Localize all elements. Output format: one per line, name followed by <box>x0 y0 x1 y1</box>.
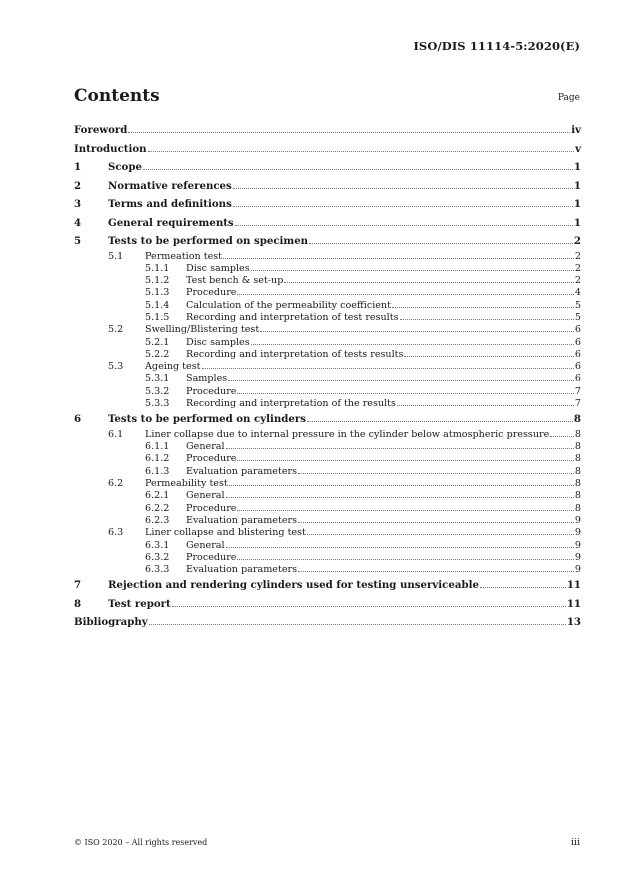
toc-entry[interactable] <box>74 613 581 632</box>
dot-leader <box>404 356 573 357</box>
toc-entry-title: Liner collapse due to internal pressure in the cylinder below atmospheric pressure <box>145 428 550 440</box>
toc-entry-number: 7 <box>74 579 82 592</box>
toc-entry[interactable] <box>74 195 581 214</box>
toc-entry-title: Recording and interpretation of test results <box>186 311 399 323</box>
toc-entry-title: Procedure <box>186 385 237 397</box>
toc-entry-title: General <box>186 539 225 551</box>
toc-entry-title: Ageing test <box>145 361 201 373</box>
dot-leader <box>298 522 574 523</box>
toc-entry[interactable] <box>74 478 581 490</box>
toc-entry[interactable] <box>74 540 581 552</box>
toc-entry-page: 8 <box>574 428 581 440</box>
toc-entry-page: 1 <box>573 179 581 192</box>
dot-leader <box>235 225 573 226</box>
toc-entry[interactable] <box>74 490 581 502</box>
dot-leader <box>237 559 573 560</box>
toc-entry[interactable] <box>74 263 581 275</box>
toc-entry-number: 5.1.4 <box>145 299 170 311</box>
toc-entry-page: 1 <box>573 198 581 210</box>
toc-entry-page: 8 <box>574 502 581 514</box>
toc-entry[interactable] <box>74 121 581 140</box>
toc-entry-title: Permeability test <box>145 478 228 490</box>
toc-entry-page: 8 <box>574 478 581 490</box>
toc-entry[interactable] <box>74 312 581 324</box>
toc-entry[interactable] <box>74 373 581 385</box>
toc-entry[interactable] <box>74 576 581 595</box>
toc-entry-page: 8 <box>574 453 581 465</box>
toc-entry-page: 9 <box>574 539 581 551</box>
page-number: iii <box>570 837 580 848</box>
dot-leader <box>251 270 574 271</box>
dot-leader <box>128 132 570 133</box>
dot-leader <box>226 448 574 449</box>
toc-entry[interactable] <box>74 251 581 263</box>
toc-entry-title: Recording and interpretation of the results <box>186 398 396 410</box>
toc-entry-number: 6.2.1 <box>145 490 170 502</box>
dot-leader <box>237 294 573 295</box>
toc-entry-number: 6.3.1 <box>145 539 170 551</box>
page-column-label: Page <box>557 93 580 103</box>
toc-entry-page: 11 <box>566 597 581 610</box>
toc-entry-number: 5.2 <box>108 324 124 336</box>
toc-entry-title: Evaluation parameters <box>186 564 298 576</box>
toc-entry[interactable] <box>74 515 581 527</box>
toc-entry-number: 5.3.3 <box>145 398 170 410</box>
toc-entry-number: 5.3 <box>108 361 124 373</box>
toc-entry-title: Liner collapse and blistering test <box>145 527 306 539</box>
toc-entry[interactable] <box>74 398 581 410</box>
toc-entry-page: 6 <box>574 361 581 373</box>
toc-entry[interactable] <box>74 349 581 361</box>
toc-entry-title: Introduction <box>74 142 147 155</box>
toc-entry-title: Evaluation parameters <box>186 514 298 526</box>
toc-entry-number: 5.1 <box>108 250 124 262</box>
toc-entry[interactable] <box>74 232 581 251</box>
toc-entry[interactable] <box>74 466 581 478</box>
copyright-notice: © ISO 2020 – All rights reserved <box>74 838 208 847</box>
dot-leader <box>233 206 573 207</box>
toc-entry-page: 5 <box>574 299 581 311</box>
toc-entry-number: 5.2.2 <box>145 348 170 360</box>
toc-entry-number: 2 <box>74 179 82 192</box>
toc-entry-page: 8 <box>574 465 581 477</box>
toc-entry-title: Calculation of the permeability coefficient <box>186 299 391 311</box>
toc-entry-page: 6 <box>574 336 581 348</box>
toc-entry[interactable] <box>74 595 581 614</box>
toc-entry-number: 4 <box>74 216 82 229</box>
toc-entry-number: 5.3.2 <box>145 385 170 397</box>
toc-entry-number: 6 <box>74 413 82 426</box>
toc-entry-title: Procedure <box>186 502 237 514</box>
toc-entry-title: Tests to be performed on cylinders <box>108 413 306 426</box>
dot-leader <box>172 606 566 607</box>
toc-entry-title: General <box>186 441 225 453</box>
dot-leader <box>284 282 574 283</box>
toc-entry-number: 6.3.2 <box>145 551 170 563</box>
toc-entry[interactable] <box>74 429 581 441</box>
toc-entry-page: 2 <box>573 235 581 247</box>
toc-entry-page: 2 <box>574 250 581 262</box>
toc-entry-page: 1 <box>573 216 581 229</box>
toc-entry[interactable] <box>74 503 581 515</box>
dot-leader <box>392 307 574 308</box>
toc-entry[interactable] <box>74 158 581 177</box>
toc-entry-title: Normative references <box>108 179 232 192</box>
toc-entry-title: Procedure <box>186 551 237 563</box>
toc-entry-number: 5.1.5 <box>145 311 170 323</box>
toc-entry[interactable] <box>74 386 581 398</box>
dot-leader <box>202 368 574 369</box>
toc-entry-page: 9 <box>574 551 581 563</box>
toc-entry[interactable] <box>74 361 581 373</box>
toc-entry-number: 6.1.3 <box>145 465 170 477</box>
toc-entry[interactable] <box>74 275 581 287</box>
toc-entry-title: Permeation test <box>145 250 223 262</box>
toc-entry-number: 6.1.1 <box>145 441 170 453</box>
dot-leader <box>251 344 574 345</box>
toc-entry-title: Evaluation parameters <box>186 465 298 477</box>
toc-entry-page: 8 <box>574 441 581 453</box>
toc-entry-title: Scope <box>108 161 142 173</box>
toc-entry-page: 9 <box>574 564 581 576</box>
toc-entry-number: 6.2 <box>108 478 124 490</box>
toc-entry-title: Tests to be performed on specimen <box>108 235 309 247</box>
toc-entry-page: v <box>575 142 581 155</box>
dot-leader <box>550 436 574 437</box>
toc-entry[interactable] <box>74 552 581 564</box>
toc-entry-page: 6 <box>574 348 581 360</box>
toc-entry-number: 1 <box>74 161 82 173</box>
table-of-contents <box>74 121 581 632</box>
toc-entry-number: 6.3.3 <box>145 564 170 576</box>
toc-entry-number: 5.2.1 <box>145 336 170 348</box>
toc-entry-number: 5.1.3 <box>145 287 170 299</box>
dot-leader <box>309 243 573 244</box>
toc-entry-title: Foreword <box>74 124 128 136</box>
dot-leader <box>237 510 573 511</box>
toc-entry-title: Bibliography <box>74 616 148 629</box>
toc-entry-title: Recording and interpretation of tests results <box>186 348 404 360</box>
dot-leader <box>223 258 574 259</box>
dot-leader <box>307 421 573 422</box>
toc-entry-number: 8 <box>74 597 82 610</box>
toc-entry-title: Disc samples <box>186 336 250 348</box>
toc-entry[interactable] <box>74 441 581 453</box>
toc-entry-page: 7 <box>574 398 581 410</box>
toc-entry[interactable] <box>74 214 581 233</box>
toc-entry-number: 3 <box>74 198 82 210</box>
toc-entry-number: 5.1.2 <box>145 275 170 287</box>
toc-entry-title: General <box>186 490 225 502</box>
dot-leader <box>148 151 575 152</box>
dot-leader <box>307 534 574 535</box>
toc-entry-page: iv <box>571 124 581 136</box>
toc-entry-title: Procedure <box>186 287 237 299</box>
toc-entry[interactable] <box>74 177 581 196</box>
toc-entry[interactable] <box>74 527 581 539</box>
dot-leader <box>143 169 573 170</box>
toc-entry-number: 6.1.2 <box>145 453 170 465</box>
dot-leader <box>298 571 574 572</box>
toc-entry-page: 11 <box>566 579 581 592</box>
dot-leader <box>298 473 574 474</box>
toc-entry[interactable] <box>74 410 581 429</box>
dot-leader <box>228 380 574 381</box>
toc-entry-page: 2 <box>574 275 581 287</box>
toc-entry-number: 6.2.2 <box>145 502 170 514</box>
toc-entry-title: Test report <box>108 597 171 610</box>
toc-entry-number: 5.3.1 <box>145 373 170 385</box>
toc-entry-page: 1 <box>573 161 581 173</box>
toc-entry-page: 13 <box>566 616 581 629</box>
toc-entry[interactable] <box>74 300 581 312</box>
toc-entry-number: 6.2.3 <box>145 514 170 526</box>
toc-entry-title: Disc samples <box>186 262 250 274</box>
toc-entry-page: 4 <box>574 287 581 299</box>
toc-entry-page: 2 <box>574 262 581 274</box>
toc-entry-page: 6 <box>574 373 581 385</box>
page-title: Contents <box>74 86 160 106</box>
toc-entry[interactable] <box>74 287 581 299</box>
toc-entry[interactable] <box>74 453 581 465</box>
dot-leader <box>400 319 574 320</box>
toc-entry[interactable] <box>74 337 581 349</box>
toc-entry[interactable] <box>74 564 581 576</box>
dot-leader <box>480 587 566 588</box>
toc-entry-page: 7 <box>574 385 581 397</box>
dot-leader <box>237 393 573 394</box>
toc-entry-page: 8 <box>573 413 581 426</box>
toc-entry-number: 6.3 <box>108 527 124 539</box>
toc-entry-number: 6.1 <box>108 428 124 440</box>
dot-leader <box>397 405 574 406</box>
toc-entry-page: 9 <box>574 514 581 526</box>
toc-entry-page: 6 <box>574 324 581 336</box>
dot-leader <box>229 485 574 486</box>
dot-leader <box>226 497 574 498</box>
toc-entry-title: Terms and definitions <box>108 198 232 210</box>
dot-leader <box>233 188 573 189</box>
toc-entry-title: General requirements <box>108 216 234 229</box>
toc-entry[interactable] <box>74 140 581 159</box>
toc-entry-title: Samples <box>186 373 228 385</box>
document-code: ISO/DIS 11114-5:2020(E) <box>413 39 580 53</box>
dot-leader <box>226 547 574 548</box>
toc-entry-number: 5.1.1 <box>145 262 170 274</box>
toc-entry-page: 5 <box>574 311 581 323</box>
toc-entry-page: 9 <box>574 527 581 539</box>
toc-entry-title: Swelling/Blistering test <box>145 324 260 336</box>
toc-entry[interactable] <box>74 324 581 336</box>
toc-entry-title: Test bench & set-up <box>186 275 284 287</box>
toc-entry-number: 5 <box>74 235 82 247</box>
dot-leader <box>149 624 566 625</box>
dot-leader <box>237 460 573 461</box>
toc-entry-title: Rejection and rendering cylinders used for testing unserviceable <box>108 579 479 592</box>
dot-leader <box>260 331 574 332</box>
toc-entry-page: 8 <box>574 490 581 502</box>
toc-entry-title: Procedure <box>186 453 237 465</box>
